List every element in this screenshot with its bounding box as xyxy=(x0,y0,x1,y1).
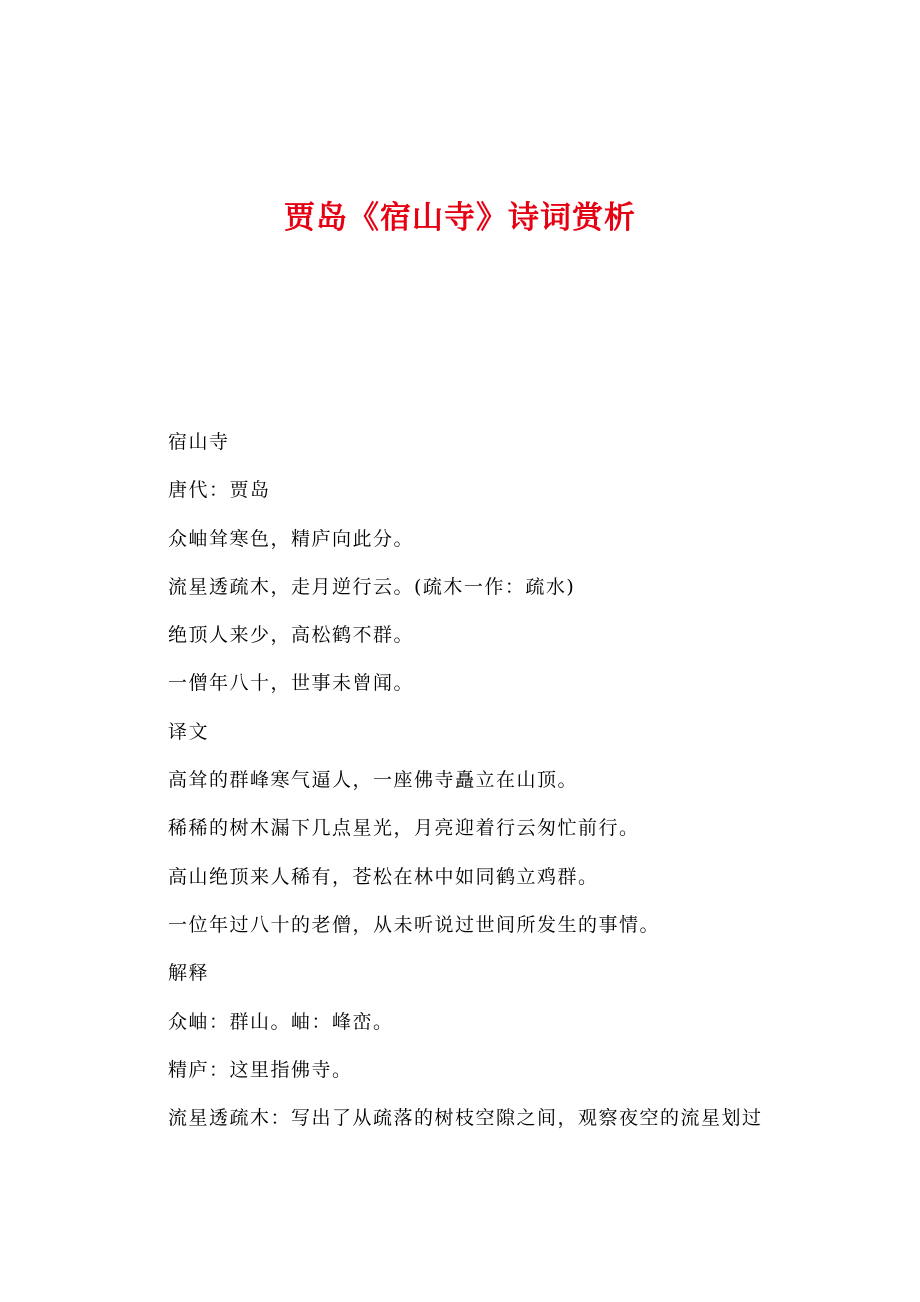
note-line: 众岫：群山。岫：峰峦。 xyxy=(168,1010,394,1033)
section-heading-notes: 解释 xyxy=(168,962,210,985)
poem-title: 宿山寺 xyxy=(168,431,230,453)
poem-line: 流星透疏木，走月逆行云。(疏木一作：疏水) xyxy=(168,575,576,598)
poem-line: 绝顶人来少，高松鹤不群。 xyxy=(168,624,415,647)
translation-line: 稀稀的树木漏下几点星光，月亮迎着行云匆忙前行。 xyxy=(168,817,640,840)
section-heading-translation: 译文 xyxy=(168,720,210,743)
poem-line: 众岫耸寒色，精庐向此分。 xyxy=(168,527,415,550)
translation-line: 高山绝顶来人稀有，苍松在林中如同鹤立鸡群。 xyxy=(168,865,599,888)
poem-line: 一僧年八十，世事未曾闻。 xyxy=(168,672,415,695)
page-title: 贾岛《宿山寺》诗词赏析 xyxy=(284,200,636,236)
note-line: 流星透疏木：写出了从疏落的树枝空隙之间，观察夜空的流星划过 xyxy=(168,1107,763,1130)
translation-line: 一位年过八十的老僧，从未听说过世间所发生的事情。 xyxy=(168,913,661,936)
translation-line: 高耸的群峰寒气逼人，一座佛寺矗立在山顶。 xyxy=(168,769,579,792)
poem-author: 唐代：贾岛 xyxy=(168,479,271,502)
note-line: 精庐：这里指佛寺。 xyxy=(168,1058,353,1081)
document-body xyxy=(168,423,808,1147)
